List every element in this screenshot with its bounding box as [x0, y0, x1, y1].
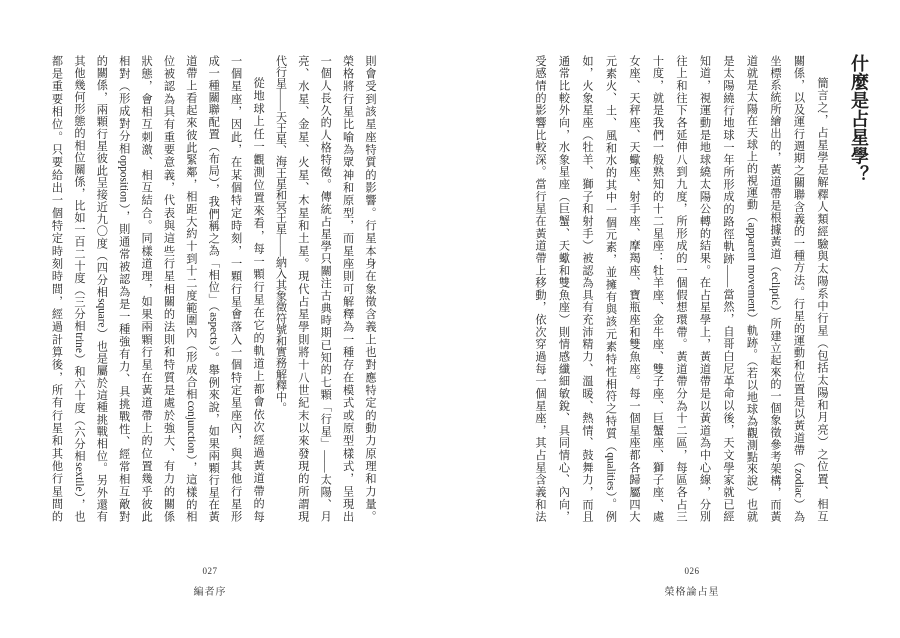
body-text	[45, 55, 381, 522]
text-column: 坐標系統所繪出的，黃道帶是根據黃道（ecliptic）所建立起來的一個象徵參考架構，而黃	[769, 55, 781, 522]
paragraph	[45, 55, 269, 522]
text-column: 往上和往下各延伸八到九度，所形成的一個假想環帶。黃道帶分為十二區，每區各占三	[675, 55, 687, 522]
page-number: 026	[684, 566, 700, 576]
text-column: 的關係，兩顆行星彼此呈接近九〇度（四分相square）也是屬於這種挑戰相位。另外還有	[95, 55, 108, 522]
text-column: 關係，以及運行週期之關聯含義的一種方法。行星的運動和位置是以黃道帶（zodiac）為	[792, 55, 805, 522]
running-title: 編者序	[193, 587, 227, 598]
text-column: 道帶上看起來彼此緊鄰，相距大約十到十二度範圍內（形成合相conjunction），這樣的相	[184, 55, 197, 522]
text-column: 則會受到該星座特質的影響。行星本身在象徵含義上也對應特定的動力原理和力量。	[364, 55, 376, 522]
text-column: 亮、水星、金星、火星、木星和土星。現代占星學則將十八世紀末以來發現的所謂現	[296, 55, 309, 522]
text-column: 元素火、土、風和水的其中一個元素，並擁有與該元素特性相符之特質（qualities）。例	[604, 55, 617, 522]
text-column: 受感情的影響比較深。當行星在黃道帶上移動，依次穿過每一個星座，其占星含義和法	[534, 55, 546, 522]
text-column: 十度，就是我們一般熟知的十二星座：牡羊座、金牛座、雙子座、巨蟹座、獅子座、處	[651, 55, 664, 522]
text-column: 狀態，會相互刺激、相互結合。同樣道理，如果兩顆行星在黃道帶上的位置幾乎彼此	[140, 55, 153, 522]
text-column: 從地球上任一觀測位置來看，每一顆行星在它的軌道上都會依次經過黃道帶的每	[252, 77, 265, 522]
text-column: 都是重要相位。只要給出一個特定時刻時間，經過計算後，所有行星和其他行星間的	[50, 55, 63, 522]
text-column: 位被認為具有重要意義，代表與這些行星相關的法則和特質是處於強大、有力的關係	[162, 55, 175, 522]
text-column: 是太陽繞行地球一年所形成的路徑軌跡——當然，自哥白尼革命以後，天文學家就已經	[722, 55, 734, 522]
chapter-heading: 什麼是占星學？	[848, 54, 869, 184]
paragraph	[528, 55, 834, 522]
text-column: 道就是太陽在天球上的視運動（apparent movement）軌跡。（若以地球為觀測點來說）也就	[745, 55, 758, 522]
text-column: 成一種關聯配置（布局），我們稱之為「相位」（aspects）。舉例來說，如果兩顆行星在黃	[207, 55, 220, 522]
running-title: 榮格論占星	[664, 587, 720, 598]
text-column: 榮格將行星比喻為眾神和原型，而星座則可解釋為一種存在模式或原型樣式，呈現出	[341, 55, 354, 522]
body-text	[527, 55, 833, 522]
text-column: 知道，視運動是地球繞太陽公轉的結果。在占星學上，黃道帶是以黃道為中心線，分別	[698, 55, 711, 522]
right-page	[450, 0, 900, 638]
paragraph	[269, 55, 381, 522]
text-column: 女座、天秤座、天蠍座、射手座、摩羯座、寶瓶座和雙魚座。每一個星座都各歸屬四大	[628, 55, 640, 522]
text-column: 如，火象星座（牡羊、獅子和射手）被認為具有充沛精力、溫暖、熱情、鼓舞力，而且	[581, 55, 593, 522]
page-number: 027	[202, 566, 218, 576]
text-column: 一個星座，因此，在某個特定時刻，一顆行星會落入一個特定星座內，與其他行星形	[229, 55, 242, 522]
text-column: 一個人長久的人格特徵。傳統占星學只關注古典時期已知的七顆「行星」——太陽、月	[319, 55, 332, 522]
text-column: 其他幾何形態的相位關係，比如一百二十度（三分相trine）和六十度（六分相sextile），也	[72, 55, 85, 522]
text-column: 通常比較外向，水象星座（巨蟹、天蠍和雙魚座）則情感纖細敏銳、具同情心、內向，	[557, 55, 570, 522]
text-column: 代行星——天王星、海王星和冥王星——納入其象徵符號和實務解釋中。	[274, 55, 287, 414]
text-column: 簡言之，占星學是解釋人類經驗與太陽系中行星（包括太陽和月亮）之位置、相互	[816, 77, 828, 522]
text-column: 相對（形成對分相opposition），則通常被認為是一種強有力、具挑戰性、經常相互敵對	[117, 55, 130, 522]
